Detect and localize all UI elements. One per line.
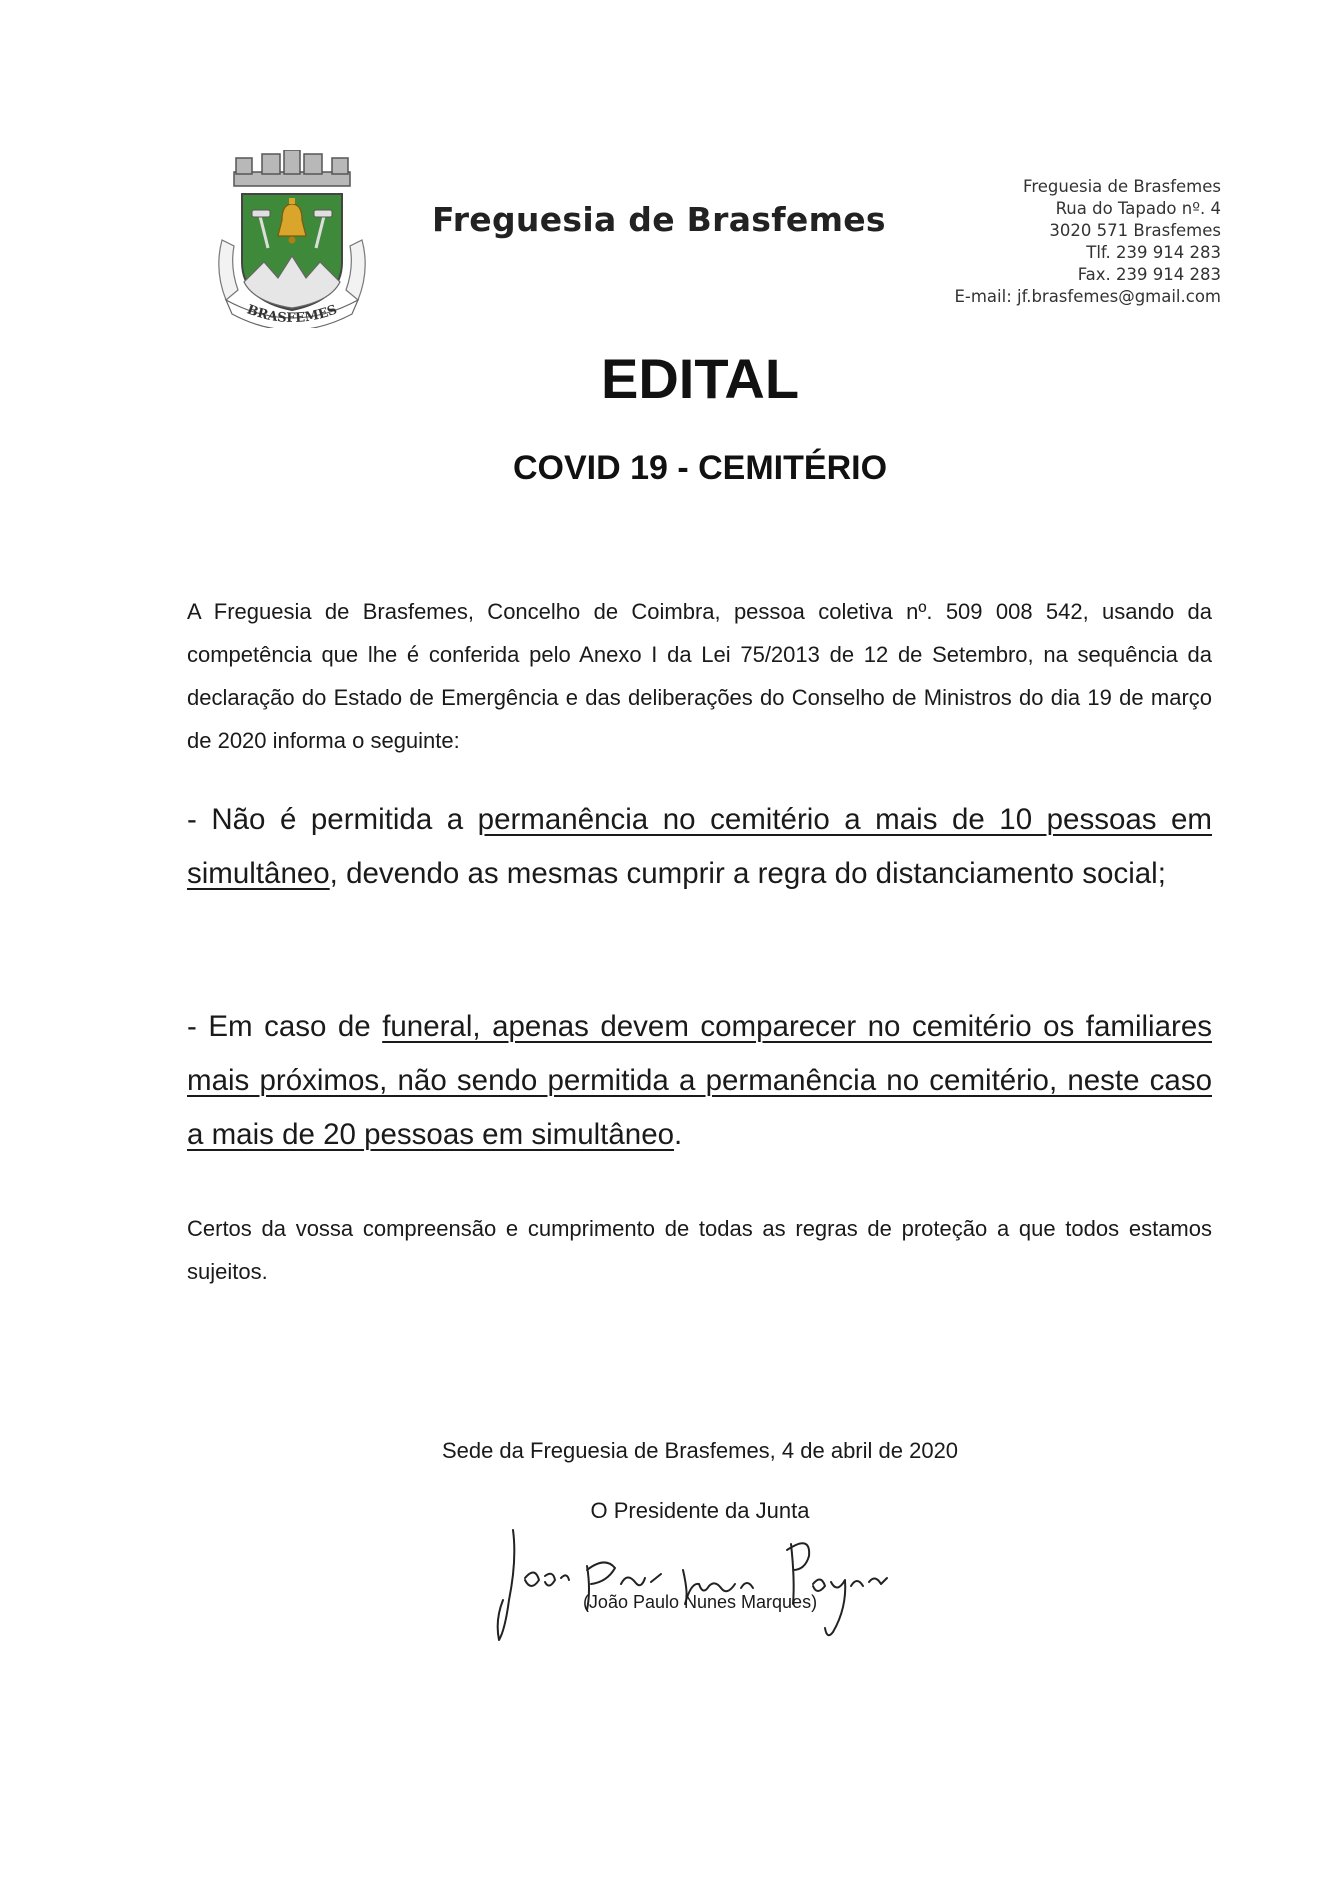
rule-paragraph-2 — [187, 1000, 1212, 1162]
organization-name: Freguesia de Brasfemes — [432, 200, 886, 239]
contact-line: 3020 571 Brasfemes — [1049, 221, 1221, 240]
crest-motto: BRASFEMES — [244, 302, 340, 327]
contact-line: Rua do Tapado nº. 4 — [1055, 199, 1221, 218]
document-subtitle: COVID 19 - CEMITÉRIO — [512, 449, 888, 487]
rule-paragraph-1 — [187, 793, 1212, 901]
rule-underlined: funeral, apenas devem comparecer no cemitério os familiares mais próximos, não sendo permitida a permanência no cemitério, neste caso a mais de 20 pessoas em simultâneo — [187, 1010, 1212, 1151]
rule-tail: . — [674, 1118, 683, 1151]
rule-lead: - Não é permitida a — [187, 803, 478, 836]
contact-line: E-mail: jf.brasfemes@gmail.com — [954, 287, 1221, 306]
contact-block — [954, 176, 1221, 308]
rule-lead: - Em caso de — [187, 1010, 383, 1043]
contact-line: Freguesia de Brasfemes — [1023, 177, 1221, 196]
document-title: EDITAL — [600, 347, 800, 410]
rule-tail: , devendo as mesmas cumprir a regra do distanciamento social; — [329, 857, 1166, 890]
coat-of-arms-logo — [212, 150, 372, 328]
president-name: (João Paulo Nunes Marques) — [582, 1592, 818, 1612]
closing-paragraph: Certos da vossa compreensão e cumprimento de todas as regras de proteção a que todos estamos sujeitos. — [187, 1216, 1212, 1284]
rule-underlined: permanência no cemitério a mais de 10 pessoas em simultâneo — [187, 803, 1213, 890]
handwritten-signature — [495, 1500, 935, 1650]
contact-line: Fax. 239 914 283 — [1077, 265, 1221, 284]
intro-paragraph: A Freguesia de Brasfemes, Concelho de Coimbra, pessoa coletiva nº. 509 008 542, usando da competência que lhe é conferida pelo Anexo I da Lei 75/2013 de 12 de Setembro, na sequência da declaração do Estado de Emergência e das deliberações do Conselho de Ministros do dia 19 de março de 2020 informa o seguinte: — [187, 599, 1212, 753]
president-title: O Presidente da Junta — [590, 1498, 810, 1523]
place-and-date: Sede da Freguesia de Brasfemes, 4 de abril de 2020 — [441, 1438, 959, 1463]
contact-line: Tlf. 239 914 283 — [1086, 243, 1221, 262]
